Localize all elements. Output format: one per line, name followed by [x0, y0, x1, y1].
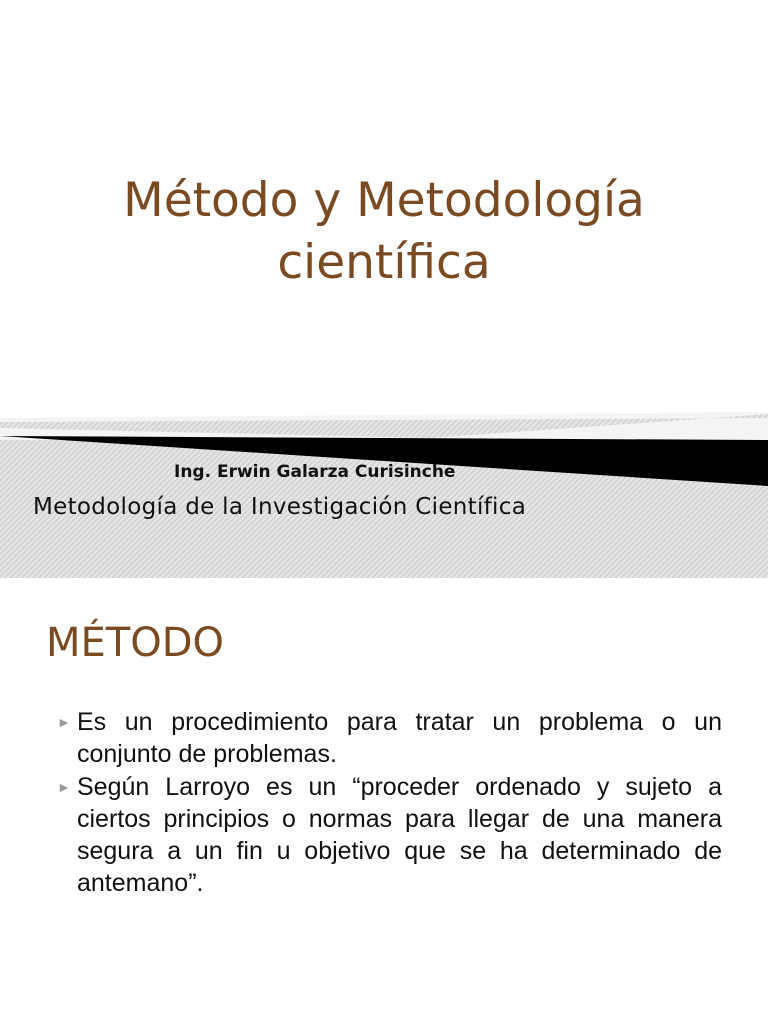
bullet-text: Es un procedimiento para tratar un problema o un conjunto de problemas.: [77, 708, 722, 768]
section-heading: MÉTODO: [46, 620, 224, 666]
slide-title-line-2: científica: [277, 235, 491, 290]
slide-title: [0, 170, 768, 294]
course-name: Metodología de la Investigación Científica: [33, 494, 527, 520]
list-item: [57, 706, 722, 770]
bullet-list: [57, 706, 722, 900]
bullet-text: Según Larroyo es un “proceder ordenado y sujeto a ciertos principios o normas para llegar de una manera segura a un fin u objetivo que se ha determinado de antemano”.: [77, 773, 722, 897]
slide-title-line-1: Método y Metodología: [123, 173, 645, 228]
triangle-right-icon: ►: [57, 714, 71, 730]
triangle-right-icon: ►: [57, 779, 71, 795]
list-item: [57, 771, 722, 899]
author-name: Ing. Erwin Galarza Curisinche: [174, 462, 456, 482]
content-slide: [0, 578, 768, 1024]
